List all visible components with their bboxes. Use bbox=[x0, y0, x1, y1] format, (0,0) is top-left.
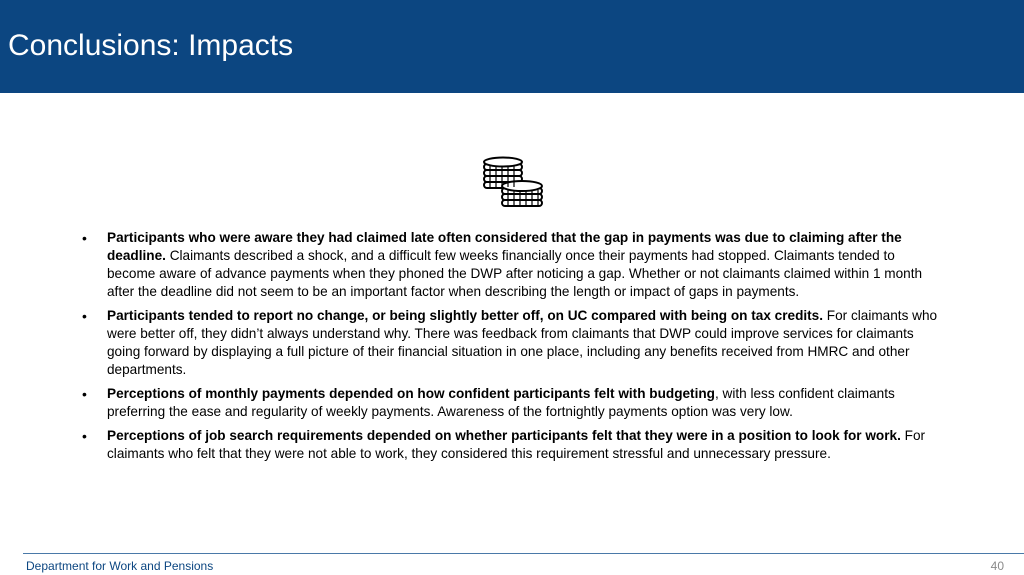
slide-title: Conclusions: Impacts bbox=[8, 29, 294, 62]
finding-detail: , with less confident claimants preferring the ease and regularity of weekly payments. Awareness of the fortnightly payments option was very low. bbox=[107, 386, 895, 419]
list-item bbox=[82, 307, 944, 379]
finding-heading: Perceptions of job search requirements depended on whether participants felt that they were in a position to look for work. bbox=[107, 428, 901, 443]
page-number: 40 bbox=[990, 559, 1004, 573]
footer-divider bbox=[23, 553, 1024, 554]
finding-detail: Claimants described a shock, and a difficult few weeks financially once their payments had stopped. Claimants tended to become aware of advance payments when they phoned the DWP after noticing a gap. Whether or not claimants claimed within 1 month after the deadline did not seem to be an important factor when describing the length or impact of gaps in payments. bbox=[107, 248, 923, 299]
title-bar bbox=[0, 0, 1024, 93]
bullet-dot: • bbox=[82, 386, 87, 402]
coins-icon bbox=[478, 155, 548, 213]
finding-heading: Participants who were aware they had claimed late often considered that the gap in payments was due to claiming after the deadline. bbox=[107, 230, 902, 263]
finding-heading: Participants tended to report no change, or being slightly better off, on UC compared with being on tax credits. bbox=[107, 308, 824, 323]
list-item bbox=[82, 229, 944, 301]
bullet-dot: • bbox=[82, 428, 87, 444]
finding-detail: For claimants who felt that they were not able to work, they considered this requirement stressful and unnecessary pressure. bbox=[107, 428, 926, 461]
bullet-dot: • bbox=[82, 230, 87, 246]
finding-detail: For claimants who were better off, they didn’t always understand why. There was feedback from claimants that DWP could improve services for claimants going forward by displaying a full picture of their financial situation in one place, including any benefits received from HMRC and other departments. bbox=[107, 308, 938, 377]
list-item bbox=[82, 427, 944, 463]
finding-heading: Perceptions of monthly payments depended on how confident participants felt with budgeting bbox=[107, 386, 715, 401]
bullet-dot: • bbox=[82, 308, 87, 324]
findings-list bbox=[82, 229, 944, 469]
list-item bbox=[82, 385, 944, 421]
footer-organisation: Department for Work and Pensions bbox=[26, 559, 214, 573]
